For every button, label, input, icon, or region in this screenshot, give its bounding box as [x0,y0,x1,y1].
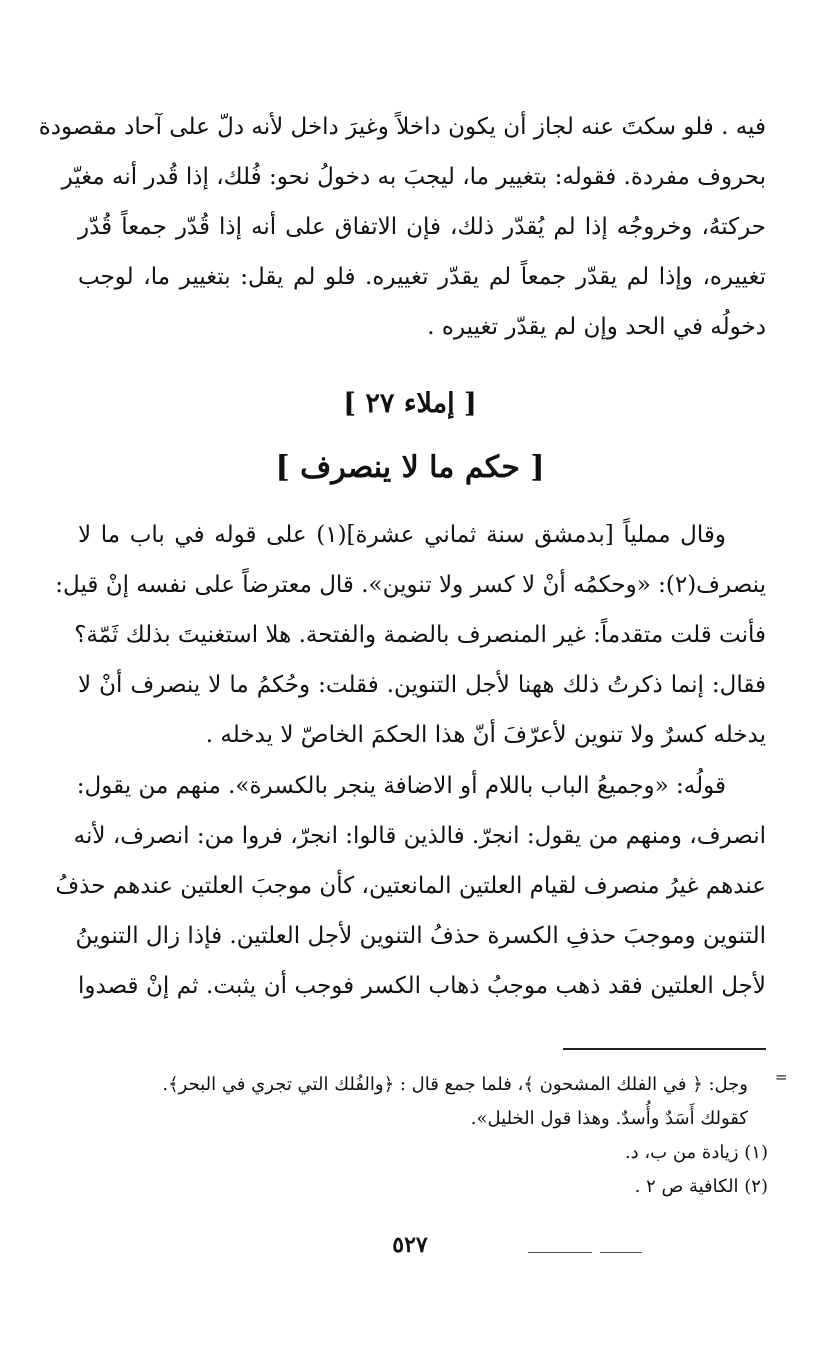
text-line: بحروف مفردة. فقوله: بتغيير ما، ليجبَ به دخولُ نحو: فُلك، إذا قُدر أنه مغيّر [61,164,766,190]
text-line: عندهم غيرُ منصرف لقيام العلتين المانعتين، كأن موجبَ العلتين عندهم حذفُ [55,873,766,899]
section-title-heading: [ حكم ما لا ينصرف ] [275,450,545,485]
footnote-continuation-mark: = [775,1068,788,1086]
paragraph-1 [38,102,766,352]
footer-rule [600,1252,642,1253]
text-line: وقال مملياً [بدمشق سنة ثماني عشرة](١) على قوله في باب ما لا [78,522,726,548]
footnote-line: وجل: ﴿ في الفلك المشحون ﴾، فلما جمع قال : ﴿والفُلك التي تجري في البحر﴾. [162,1074,748,1095]
text-line: انصرف، ومنهم من يقول: انجرّ. فالذين قالوا: انجرّ، فروا من: انصرف، لأنه [73,823,766,849]
text-line: ينصرف(٢): «وحكمُه أنْ لا كسر ولا تنوين». قال معترضاً على نفسه إنْ قيل: [55,572,766,598]
page-number: ٥٢٧ [392,1232,428,1258]
text-line: التنوين وموجبَ حذفِ الكسرة حذفُ التنوين لأجل العلتين. فإذا زال التنوينُ [75,923,766,949]
footnote-separator [563,1048,766,1050]
text-line: قولُه: «وجميعُ الباب باللام أو الاضافة ينجر بالكسرة». منهم من يقول: [76,773,726,799]
footer-rule [528,1252,592,1253]
footnote-line: (١) زيادة من ب، د. [624,1142,768,1163]
paragraph-2 [55,510,766,760]
paragraph-3 [55,761,766,1011]
text-line: فأنت قلت متقدماً: غير المنصرف بالضمة والفتحة. هلا استغنيتَ بذلك ثَمّة؟ [74,622,766,648]
footnote-line: (٢) الكافية ص ٢ . [634,1176,768,1197]
text-line: لأجل العلتين فقد ذهب موجبُ ذهاب الكسر فوجب أن يثبت. ثم إنْ قصدوا [78,973,766,999]
text-line: دخولُه في الحد وإن لم يقدّر تغييره . [427,314,766,340]
text-line: فقال: إنما ذكرتُ ذلك ههنا لأجل التنوين. فقلت: وحُكمُ ما لا ينصرف أنْ لا [78,672,766,698]
text-line: حركتهُ، وخروجُه إذا لم يُقدّر ذلك، فإن الاتفاق على أنه إذا قُدّر جمعاً قُدّر [78,214,766,240]
text-line: فيه . فلو سكتَ عنه لجاز أن يكون داخلاً وغيرَ داخل لأنه دلّ على آحاد مقصودة [38,114,766,140]
section-number-heading: [ إملاء ٢٧ ] [343,388,477,419]
text-line: يدخله كسرٌ ولا تنوين لأعرّفَ أنّ هذا الحكمَ الخاصّ لا يدخله . [205,722,766,748]
footnote-line: كقولك أَسَدٌ وأُسدٌ. وهذا قول الخليل». [470,1108,748,1129]
text-line: تغييره، وإذا لم يقدّر جمعاً لم يقدّر تغييره. فلو لم يقل: بتغيير ما، لوجب [78,264,766,290]
footnotes [78,1068,768,1204]
